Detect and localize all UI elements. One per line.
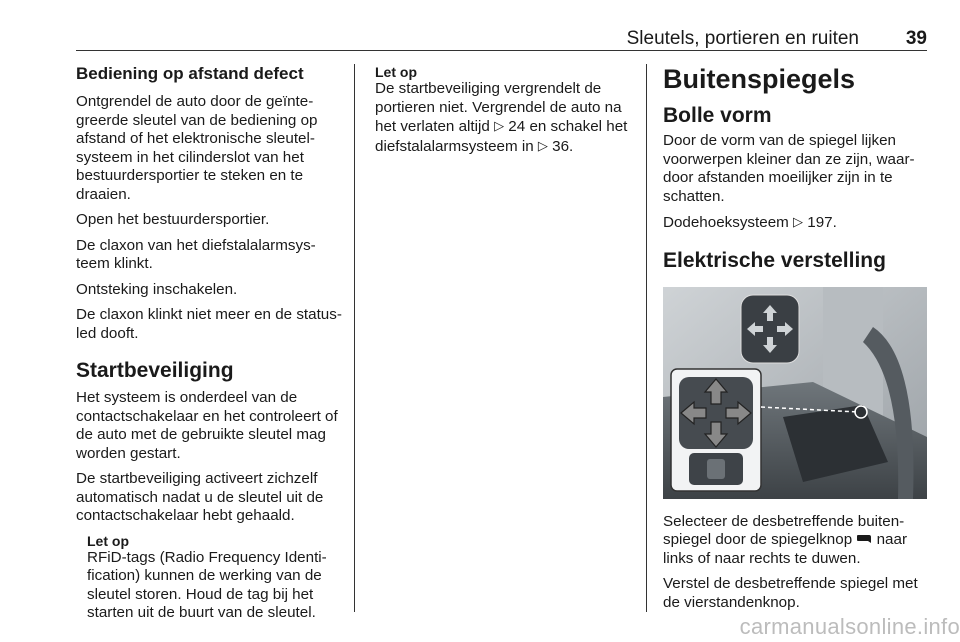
paragraph: De claxon van het diefstalalarmsys-teem klinkt. [76,236,316,272]
note-title: Let op [87,532,129,549]
cross-reference-icon: ▷ [494,118,505,133]
paragraph: Open het bestuurdersportier. [76,211,270,228]
watermark: carmanualsonline.info [739,614,960,639]
chapter-title: Sleutels, portieren en ruiten [626,28,859,49]
paragraph: Verstel de desbetreffende spiegel met de vierstandenknop. [663,575,918,611]
page-number: 39 [905,28,927,49]
column-2 [375,64,637,156]
note-text: De startbeveiliging vergrendelt de portieren niet. Vergrendel de auto na het verlaten altijd ▷ 24 en schakel het diefstalalarmsysteem in ▷ 36. [375,80,628,155]
cross-reference-icon: ▷ [793,214,804,229]
page-reference-link[interactable]: 197. [807,214,837,231]
note-text: RFiD-tags (Radio Frequency Identi-fication) kunnen de werking van de sleutel storen. Houd de tag bij het starten uit de buurt van de sleutel. [87,548,327,621]
page-reference-link[interactable]: 24 [508,118,526,135]
cross-reference-icon: ▷ [537,137,548,153]
mirror-control-figure [663,287,927,499]
column-divider-2 [646,64,647,612]
heading-exterior-mirrors: Buitenspiegels [663,64,856,94]
header-rule [76,50,927,51]
mirror-button-icon [856,533,872,545]
column-divider-1 [354,64,355,612]
heading-convex: Bolle vorm [663,104,772,127]
paragraph: Selecteer de desbetreffende buiten-spiegel door de spiegelknop naar links of naar rechts te duwen. [663,512,908,567]
heading-immobiliser: Startbeveiliging [76,359,234,382]
column-1 [76,64,346,623]
paragraph: Dodehoeksysteem ▷ 197. [663,214,837,231]
paragraph: Ontsteking inschakelen. [76,280,238,298]
paragraph: Het systeem is onderdeel van de contactschakelaar en het controleert of de auto met de gebruikte sleutel mag worden gestart. [76,389,338,462]
note-block [375,64,637,156]
page-header [76,28,927,50]
column-3 [663,64,929,619]
paragraph: Door de vorm van de spiegel lijken voorwerpen kleiner dan ze zijn, waar-door afstanden moeilijker zijn in te schatten. [663,132,915,205]
paragraph: Ontgrendel de auto door de geïnte-greerde sleutel van de bediening op afstand of het elektronische sleutel-systeem in het cilinderslot van het bestuurdersportier te steken en te draaien. [76,93,318,203]
note-title: Let op [375,64,417,80]
paragraph: De claxon klinkt niet meer en de status-led dooft. [76,306,342,342]
heading-electric-adjustment: Elektrische verstelling [663,248,886,272]
page-reference-link[interactable]: 36. [552,137,574,155]
note-block [87,533,346,623]
mirror-switch-illustration [663,287,927,499]
heading-remote-defect: Bediening op afstand defect [76,64,304,83]
paragraph: De startbeveiliging activeert zichzelf automatisch nadat u de sleutel uit de contactschakelaar hebt gehaald. [76,470,324,524]
